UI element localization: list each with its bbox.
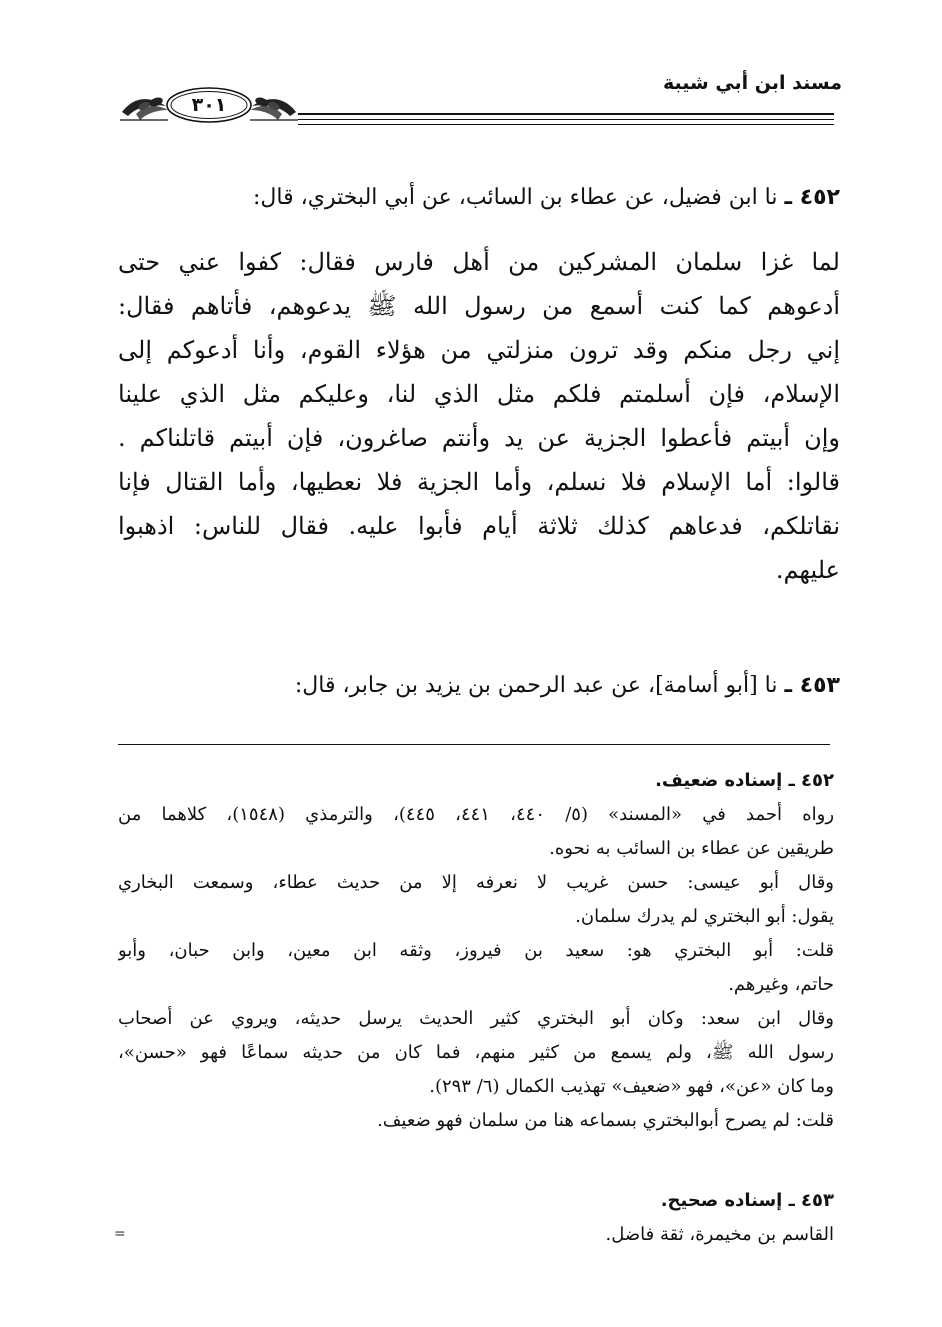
hadith-452: [118, 180, 840, 216]
footnote-line: رسول الله ﷺ، ولم يسمع من كثير منهم، فما كان من حديثه سماعًا فهو «حسن»،: [118, 1042, 834, 1063]
footnote-line: وقال ابن سعد: وكان أبو البختري كثير الحديث يرسل حديثه، ويروي عن أصحاب: [118, 1008, 834, 1029]
footnote-line: حاتم، وغيرهم.: [728, 974, 834, 995]
matn-line: أدعوهم كما كنت أسمع من رسول الله ﷺ يدعوهم، فأتاهم فقال:: [118, 292, 840, 320]
footnote-452: [118, 764, 834, 1138]
matn-line: وإن أبيتم فأعطوا الجزية عن يد وأنتم صاغرون، فإن أبيتم قاتلناكم .: [118, 424, 840, 452]
footnote-line: وما كان «عن»، فهو «ضعيف» تهذيب الكمال (٦/ ٢٩٣).: [429, 1076, 834, 1097]
footnote-line: وقال أبو عيسى: حسن غريب لا نعرفه إلا من حديث عطاء، وسمعت البخاري: [118, 872, 834, 893]
hadith-number: ٤٥٣ ـ: [784, 673, 840, 698]
header-rule: [298, 113, 834, 129]
hadith-isnad: نا [أبو أسامة]، عن عبد الرحمن بن يزيد بن جابر، قال:: [294, 673, 778, 698]
footnote-line: رواه أحمد في «المسند» (٥/ ٤٤٠، ٤٤١، ٤٤٥)، والترمذي (١٥٤٨)، كلاهما من: [118, 804, 834, 825]
matn-line: عليهم.: [775, 556, 840, 584]
matn-line: إني رجل منكم وقد ترون منزلتي من هؤلاء القوم، وأنا أدعوكم إلى: [118, 336, 840, 364]
footnote-line: يقول: أبو البختري لم يدرك سلمان.: [575, 906, 834, 927]
hadith-452-isnad-line: [118, 180, 840, 216]
page-number: ٣٠١: [191, 94, 227, 116]
hadith-number: ٤٥٢ ـ: [784, 185, 840, 210]
margin-mark: =: [114, 1226, 126, 1242]
footnote-separator: [118, 744, 830, 745]
footnote-line: قلت: لم يصرح أبوالبختري بسماعه هنا من سلمان فهو ضعيف.: [377, 1110, 834, 1131]
hadith-453-isnad-line: [118, 668, 840, 704]
hadith-452-matn: [118, 240, 840, 592]
footnote-453: [118, 1184, 834, 1252]
hadith-isnad: نا ابن فضيل، عن عطاء بن السائب، عن أبي البختري، قال:: [253, 185, 778, 210]
footnote-heading: ٤٥٢ ـ إسناده ضعيف.: [655, 770, 834, 791]
footnote-line: القاسم بن مخيمرة، ثقة فاضل.: [605, 1224, 834, 1245]
footnote-line: طريقين عن عطاء بن السائب به نحوه.: [549, 838, 834, 859]
footnote-heading: ٤٥٣ ـ إسناده صحيح.: [660, 1190, 834, 1211]
hadith-453: [118, 668, 840, 704]
matn-line: لما غزا سلمان المشركين من أهل فارس فقال: كفوا عني حتى: [118, 248, 840, 276]
footnote-line: قلت: أبو البختري هو: سعيد بن فيروز، وثقه ابن معين، وابن حبان، وأبو: [118, 940, 834, 961]
running-header-title: مسند ابن أبي شيبة: [662, 72, 842, 94]
matn-line: قالوا: أما الإسلام فلا نسلم، وأما الجزية فلا نعطيها، وأما القتال فإنا: [118, 468, 840, 496]
matn-line: نقاتلكم، فدعاهم كذلك ثلاثة أيام فأبوا عليه. فقال للناس: اذهبوا: [118, 512, 840, 540]
matn-line: الإسلام، فإن أسلمتم فلكم مثل الذي لنا، وعليكم مثل الذي علينا: [118, 380, 840, 408]
